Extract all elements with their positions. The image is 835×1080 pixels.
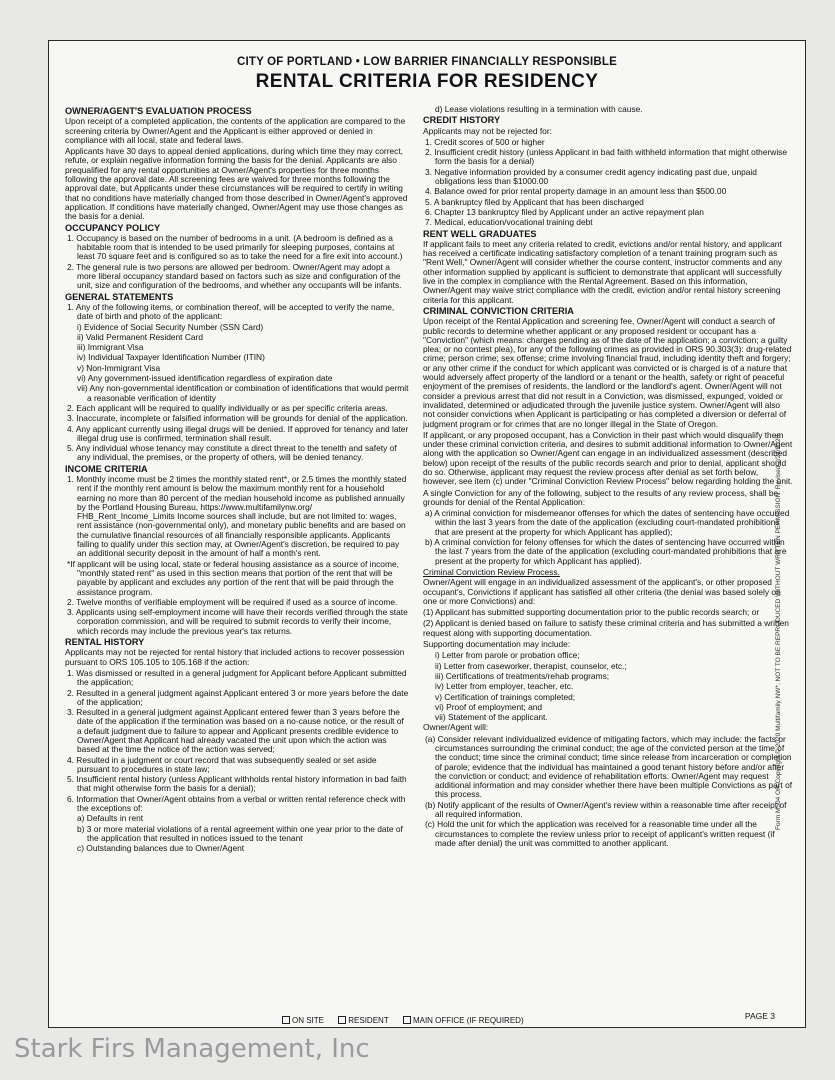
paragraph: If applicant, or any proposed occupant, has a Conviction in their past which would disqualify them under these criminal conviction criteria, and desires to submit additional information to Owner/Agent along with the application so Owner/Agent can engage in an individualized assessment (described below) upon receipt of the results of the public records search and prior to denial, applicant should do so. Otherwise, applicant may request the review process after denial as set forth below, however, see item (c) under "Criminal Conviction Review Process" below regarding holding the unit. xyxy=(423,429,793,487)
paragraph: b) A criminal conviction for felony offenses for which the dates of sentencing have occurred within the last 7 years from the date of the application (excluding court-mandated prohibitions that are present at the property for which Applicant has applied). xyxy=(425,537,787,566)
page-title: RENTAL CRITERIA FOR RESIDENCY xyxy=(255,71,599,92)
paragraph: Upon receipt of the Rental Application and screening fee, Owner/Agent will conduct a search of public records to determine whether applicant or any proposed resident or occupant has a "Conviction" (which means: charges pending as of the date of the application; a conviction; a guilty plea; or no contest plea), for any of the following crimes as provided in ORS 90.303(3): drug-related crime; person crime; sex offense; crime involving financial fraud, including identity theft and forgery; or any other crime if the conduct for which applicant was convicted or is charged is of a nature that would adversely affect property of the landlord or a tenant or the health, safety or right of peaceful enjoyment of the premises of residents, the landlord or the landlord's agent. Owner/Agent will not consider a previous arrest that did not result in a Conviction, was dismissed, expunged, voided or invalidated, determined or adjudicated through the juvenile justice system. Owner/Agent will also not consider convictions when Applicant is participating or has completed a diversion or deferral of judgment program or for crimes that are no longer illegal in the State of Oregon. xyxy=(423,316,792,429)
paragraph: Applicants may not be rejected for: xyxy=(423,125,552,136)
paragraph: (c) Hold the unit for which the application was received for a reasonable time under all the circumstances to complete the review unless prior to receipt of applicant's written request (if made after denial) the unit was committed to another applicant. xyxy=(425,819,775,848)
paragraph: iii) Immigrant Visa xyxy=(77,342,144,353)
checkbox-label: ON SITE xyxy=(292,1016,325,1025)
paragraph: d) Lease violations resulting in a termination with cause. xyxy=(435,105,643,114)
paragraph: c) Outstanding balances due to Owner/Agent xyxy=(77,843,245,854)
section-heading: CRIMINAL CONVICTION CRITERIA xyxy=(423,305,574,316)
checkbox-main-office[interactable] xyxy=(403,1016,524,1025)
paragraph: 6. Information that Owner/Agent obtains from a verbal or written rental reference check with the exceptions of: xyxy=(67,793,406,814)
paragraph: 2. Twelve months of verifiable employment will be required if used as a source of income. xyxy=(67,596,398,607)
paragraph: v) Certification of trainings completed; xyxy=(435,691,576,702)
paragraph: 3. Inaccurate, incomplete or falsified information will be grounds for denial of the application. xyxy=(67,413,408,424)
paragraph: 4. Any applicant currently using illegal drugs will be denied. If approved for tenancy and later illegal drug use is confirmed, termination shall result. xyxy=(67,423,409,443)
paragraph: 3. Resulted in a general judgment against Applicant entered fewer than 3 years before the date of the application if the termination was based on a no-cause notice, or the result of a default judgment due to failure to appear and Applicant presents credible evidence to Owner/Agent that Applicant had already vacated the unit upon which the action was based at the time the notice of the action was served; xyxy=(67,707,404,755)
checkbox-label: MAIN OFFICE (IF REQUIRED) xyxy=(412,1016,524,1025)
paragraph: vii) Statement of the applicant. xyxy=(435,712,548,723)
section-heading: OWNER/AGENT'S EVALUATION PROCESS xyxy=(65,106,252,116)
paragraph: A single Conviction for any of the following, subject to the results of any review process, shall be grounds for denial of the Rental Application: xyxy=(423,487,779,507)
paragraph: If applicant fails to meet any criteria related to credit, evictions and/or rental history, and applicant has received a certificate indicating satisfactory completion of a tenant training program such as "Rent Well," Owner/Agent will consider whether the course content, instructor comments and any other information supplied by applicant is sufficient to demonstrate that applicant will successfully live in the complex in compliance with the Rental Agreement. Based on this information, Owner/Agent may waive strict compliance with the credit, eviction and/or rental history screening criteria for this applicant. xyxy=(423,238,783,305)
side-copyright xyxy=(771,170,787,1030)
paragraph: 1. Occupancy is based on the number of bedrooms in a unit. (A bedroom is defined as a habitable room that is intended to be used primarily for sleeping purposes, contains at least 70 square feet and is configured so as to take the need for a fire exit into account.) xyxy=(67,232,403,262)
section-heading: CREDIT HISTORY xyxy=(423,115,501,126)
paragraph: 3. Applicants using self-employment income will have their records verified through the state corporation commission, and will be required to submit records to verify their income, which records may include the previous year's tax returns. xyxy=(67,607,408,636)
section-heading: GENERAL STATEMENTS xyxy=(65,291,174,302)
paragraph: 1. Credit scores of 500 or higher xyxy=(425,136,545,147)
checkbox-icon xyxy=(403,1016,411,1024)
paragraph: 1. Was dismissed or resulted in a general judgment for Applicant before Applicant submitted the application; xyxy=(67,667,407,688)
paragraph: ii) Letter from caseworker, therapist, counselor, etc.; xyxy=(435,660,627,671)
paragraph: 1. Monthly income must be 2 times the monthly stated rent*, or 2.5 times the monthly stated rent if the monthly rent amount is below the maximum monthly rent for a household earning no more than 80 percent of the median household income as published annually by the Portland Housing Bureau, https://www.multifamilynw.org/ FHB_Rent_Income_Limits Income sources shall include, but are not limited to: wages, rent assistance (non-governmental only), and monetary public benefits and are based on the cumulative financial resources of all financially responsible applicants. Applicants failing to qualify under this section may, at Owner/Agent's discretion, be required to pay an additional security deposit in the amount of half a month's rent. xyxy=(67,473,407,559)
paragraph: 2. Insufficient credit history (unless Applicant in bad faith withheld information that might otherwise form the basis for a denial) xyxy=(425,147,788,167)
paragraph: Owner/Agent will: xyxy=(423,722,489,733)
paragraph: Applicants may not be rejected for rental history that included actions to recover possession pursuant to ORS 105.105 to 105.168 if the action: xyxy=(65,647,405,667)
paragraph: 2. The general rule is two persons are allowed per bedroom. Owner/Agent may adopt a more liberal occupancy standard based on factors such as size and configuration of the unit, size and configuration of the bedrooms, and whether any occupants will be infants. xyxy=(67,261,402,291)
right-column xyxy=(423,105,793,993)
section-heading: OCCUPANCY POLICY xyxy=(65,222,161,233)
page-number: PAGE 3 xyxy=(744,1011,775,1021)
paragraph: (1) Applicant has submitted supporting documentation prior to the public records search; or xyxy=(423,607,760,618)
section-heading: INCOME CRITERIA xyxy=(65,463,148,474)
paragraph: 4. Balance owed for prior rental property damage in an amount less than $500.00 xyxy=(425,186,727,197)
paragraph: Upon receipt of a completed application, the contents of the application are compared to the screening criteria by Owner/Agent and the Applicant is either approved or denied in compliance with all local, state and federal laws. xyxy=(65,116,406,145)
paragraph: 7. Medical, education/vocational training debt xyxy=(425,217,593,228)
paragraph: ii) Valid Permanent Resident Card xyxy=(77,331,203,342)
subsection-heading: Criminal Conviction Review Process. xyxy=(423,566,560,577)
checkbox-on-site[interactable] xyxy=(282,1016,324,1025)
checkbox-label: RESIDENT xyxy=(348,1016,389,1025)
paragraph: a) Defaults in rent xyxy=(77,813,144,824)
section-heading: RENT WELL GRADUATES xyxy=(423,228,537,239)
copyright-text: Form M504 OR Copyright © 2020 Multifamily NW*, NOT TO BE REPRODUCED WITHOUT WRITTEN PERMISSION. Revised 2/21/2020. xyxy=(775,433,782,830)
paragraph: *If applicant will be using local, state or federal housing assistance as a source of income, "monthly stated rent" as used in this section means that portion of the rent that will be payable by applicant and excludes any portion of the rent that will be paid through the assistance program. xyxy=(67,558,399,597)
checkbox-resident[interactable] xyxy=(338,1016,388,1025)
paragraph: 2. Each applicant will be required to qualify individually or as per specific criteria areas. xyxy=(67,402,388,413)
paragraph: iv) Letter from employer, teacher, etc. xyxy=(435,681,574,692)
header-subtitle: CITY OF PORTLAND • LOW BARRIER FINANCIALLY RESPONSIBLE xyxy=(236,56,618,68)
paragraph: vii) Any non-governmental identification or combination of identifications that would permit a reasonable verification of identity xyxy=(77,383,409,403)
footer-checkboxes xyxy=(282,1016,536,1025)
paragraph: i) Letter from parole or probation office; xyxy=(435,650,580,661)
paragraph: (a) Consider relevant individualized evidence of mitigating factors, which may include: the facts or circumstances surrounding the criminal conduct; the age of the convicted person at the time of the conduct; time since the criminal conduct; time since release from incarceration or completion of parole; evidence that the individual has maintained a good tenant history before and/or after the conviction or conduct; and evidence of rehabilitation efforts. Owner/Agent may request additional information and may consider whether there have been multiple Convictions as part of this process. xyxy=(425,733,793,800)
paragraph: 2. Resulted in a general judgment against Applicant entered 3 or more years before the date of the application; xyxy=(67,687,409,707)
paragraph: 5. Any individual whose tenancy may constitute a direct threat to the tenelth and safety of any individual, the premises, or the property of others, will be denied tenancy. xyxy=(67,443,397,463)
paragraph: Supporting documentation may include: xyxy=(423,639,571,650)
paragraph: (2) Applicant is denied based on failure to satisfy these criminal criteria and has submitted a written request along with supporting documentation. xyxy=(423,618,789,638)
paragraph: 5. A bankruptcy filed by Applicant that has been discharged xyxy=(425,196,644,207)
paragraph: (b) Notify applicant of the results of Owner/Agent's review within a reasonable time after receipt of all required information. xyxy=(425,799,787,820)
checkbox-icon xyxy=(282,1016,290,1024)
watermark-text: Stark Firs Management, Inc xyxy=(14,1034,370,1064)
section-heading: RENTAL HISTORY xyxy=(65,637,145,648)
paragraph: 5. Insufficient rental history (unless Applicant withholds rental history information in bad faith that might otherwise form the basis for a denial); xyxy=(67,774,407,794)
paragraph: 1. Any of the following items, or combination thereof, will be accepted to verify the name, date of birth and photo of the applicant: xyxy=(67,301,395,322)
paragraph: 4. Resulted in a judgment or court record that was subsequently sealed or set aside pursuant to procedures in state law; xyxy=(67,754,377,774)
paragraph: vi) Proof of employment; and xyxy=(435,701,543,712)
paragraph: i) Evidence of Social Security Number (SSN Card) xyxy=(77,321,264,332)
paragraph: iii) Certifications of treatments/rehab programs; xyxy=(435,670,610,681)
paragraph: 3. Negative information provided by a consumer credit agency indicating past due, unpaid obligations less than $1000.00 xyxy=(425,166,757,187)
paragraph: 6. Chapter 13 bankruptcy filed by Applicant under an active repayment plan xyxy=(425,206,704,217)
paragraph: a) A criminal conviction for misdemeanor offenses for which the dates of sentencing have occurred within the last 3 years from the date of the application (excluding court-mandated prohibitions that are present at the property for which Applicant has applied); xyxy=(425,508,790,537)
checkbox-icon xyxy=(338,1016,346,1024)
document-page xyxy=(48,40,806,1028)
paragraph: Owner/Agent will engage in an individualized assessment of the applicant's, or other proposed occupant's, Convictions if applicant has satisfied all other criteria (the denial was based solely on one or more Convictions) and: xyxy=(423,577,781,606)
paragraph: b) 3 or more material violations of a rental agreement within one year prior to the date of the application that resulted in notices issued to the tenant xyxy=(77,823,403,843)
paragraph: Applicants have 30 days to appeal denied applications, during which time they may correct, refute, or explain negative information forming the basis for the denial. Applicants are also prequalified for any rental opportunities at Owner/Agent's properties for three months following the approval date. All screening fees are waived for three months following the approval date, but Applicants under these circumstances will be required to certify in writing that no conditions have materially changed from those described in Owner/Agent's approved application. If conditions have materially changed, Owner/Agent may use those changes as the basis for a denial. xyxy=(65,146,408,222)
paragraph: v) Non-Immigrant Visa xyxy=(77,362,161,373)
left-column xyxy=(65,105,410,993)
paragraph: iv) Individual Taxpayer Identification Number (ITIN) xyxy=(77,352,265,363)
paragraph: vi) Any government-issued identification regardless of expiration date xyxy=(77,373,333,384)
